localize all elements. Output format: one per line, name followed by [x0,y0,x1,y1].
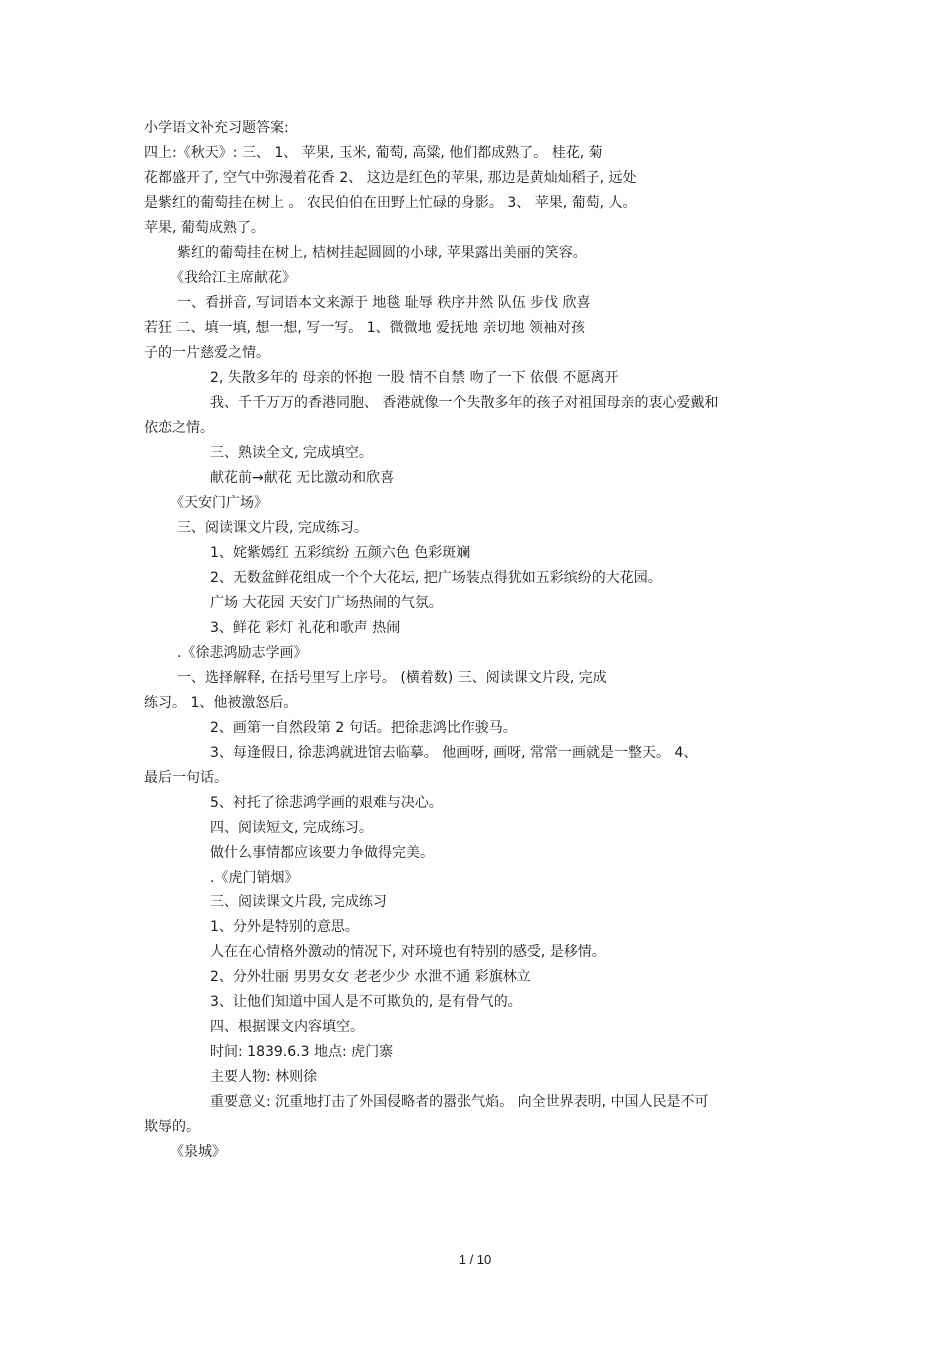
text-line: 1、姹紫嫣红 五彩缤纷 五颜六色 色彩斑斓 [210,545,471,561]
text-line: 练习。 1、他被激怒后。 [144,695,298,711]
text-line: 三、熟读全文, 完成填空。 [210,445,373,461]
text-line: 四、阅读短文, 完成练习。 [210,820,373,836]
text-line: 主要人物: 林则徐 [210,1069,318,1085]
page-number: 1 / 10 [458,1252,492,1267]
text-line: 重要意义: 沉重地打击了外国侵略者的嚣张气焰。 向全世界表明, 中国人民是不可 [210,1094,709,1110]
text-line: 四、根据课文内容填空。 [210,1019,364,1035]
section-heading: .《虎门销烟》 [210,870,299,886]
text-line: 2、分外壮丽 男男女女 老老少少 水泄不通 彩旗林立 [210,969,531,985]
text-line: 2、无数盆鲜花组成一个个大花坛, 把广场装点得犹如五彩缤纷的大花园。 [210,570,662,586]
text-line: 依恋之情。 [144,420,214,436]
section-heading: 《天安门广场》 [170,495,268,511]
text-line: 1、分外是特别的意思。 [210,919,359,935]
text-line: 5、衬托了徐悲鸿学画的艰难与决心。 [210,795,443,811]
text-line: 若狂 二、填一填, 想一想, 写一写。 1、微微地 爱抚地 亲切地 领袖对孩 [144,320,585,336]
section-heading: 《我给江主席献花》 [170,270,296,286]
text-line: 2, 失散多年的 母亲的怀抱 一股 情不自禁 吻了一下 依偎 不愿离开 [210,370,619,386]
section-heading: .《徐悲鸿励志学画》 [177,645,308,661]
text-line: 最后一句话。 [144,770,228,786]
section-heading: 《泉城》 [170,1144,226,1160]
text-line: 三、阅读课文片段, 完成练习 [210,894,387,910]
text-line: 欺辱的。 [144,1119,200,1135]
text-line: 做什么事情都应该要力争做得完美。 [210,845,434,861]
text-line: 2、画第一自然段第 2 句话。把徐悲鸿比作骏马。 [210,720,517,736]
text-line: 时间: 1839.6.3 地点: 虎门寨 [210,1044,394,1060]
text-line: 是紫红的葡萄挂在树上 。 农民伯伯在田野上忙碌的身影。 3、 苹果, 葡萄, 人。 [144,195,637,211]
text-line: 紫红的葡萄挂在树上, 桔树挂起圆圆的小球, 苹果露出美丽的笑容。 [177,245,587,261]
text-line: 人在在心情格外激动的情况下, 对环境也有特别的感受, 是移情。 [210,944,606,960]
text-line: 三、阅读课文片段, 完成练习。 [177,520,368,536]
text-line: 苹果, 葡萄成熟了。 [144,220,265,236]
text-line: 子的一片慈爱之情。 [144,345,270,361]
text-line: 3、让他们知道中国人是不可欺负的, 是有骨气的。 [210,994,522,1010]
text-line: 一、选择解释, 在括号里写上序号。 (横着数) 三、阅读课文片段, 完成 [177,670,607,686]
text-line: 花都盛开了, 空气中弥漫着花香 2、 这边是红色的苹果, 那边是黄灿灿稻子, 远处 [144,170,637,186]
text-line: 3、每逢假日, 徐悲鸿就进馆去临摹。 他画呀, 画呀, 常常一画就是一整天。 4、 [210,745,698,761]
text-line: 3、鲜花 彩灯 礼花和歌声 热闹 [210,620,401,636]
text-line: 广场 大花园 天安门广场热闹的气氛。 [210,595,443,611]
text-line: 四上:《秋天》: 三、 1、 苹果, 玉米, 葡萄, 高粱, 他们都成熟了。 桂花, 菊 [144,145,603,161]
text-line: 一、看拼音, 写词语本文来源于 地毯 耻辱 秩序井然 队伍 步伐 欣喜 [177,295,591,311]
text-line: 我、千千万万的香港同胞、 香港就像一个失散多年的孩子对祖国母亲的衷心爱戴和 [210,395,719,411]
doc-title: 小学语文补充习题答案: [144,120,289,136]
text-line: 献花前→献花 无比激动和欣喜 [210,470,395,486]
